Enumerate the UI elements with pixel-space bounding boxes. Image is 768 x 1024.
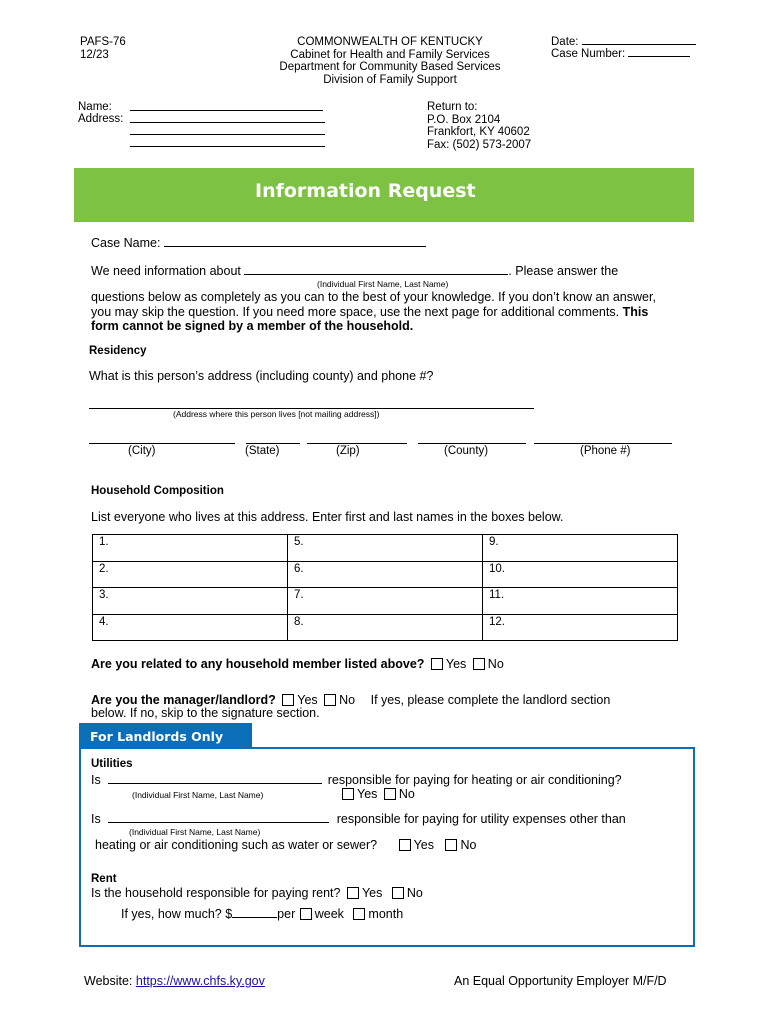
household-cell[interactable]: 4.	[93, 614, 288, 641]
rent-yes-label: Yes	[361, 886, 383, 900]
name-input[interactable]	[130, 99, 323, 111]
household-cell[interactable]: 12.	[483, 614, 678, 641]
other-utilities-yes-checkbox[interactable]	[399, 839, 411, 851]
zip-caption: (Zip)	[336, 445, 360, 457]
page-title: Information Request	[255, 180, 476, 202]
other-utilities-question: responsible for paying for utility expenses other than	[336, 812, 626, 826]
household-cell[interactable]: 7.	[288, 588, 483, 615]
table-row	[93, 535, 678, 562]
household-cell[interactable]: 3.	[93, 588, 288, 615]
month-label: month	[368, 907, 404, 921]
intro-text: questions below as completely as you can to the best of your knowledge. If you don’t know an answer, you may skip the question. If you need more space, use the next page for additional comments.	[91, 290, 656, 319]
heating-question-row	[91, 773, 622, 788]
household-cell[interactable]: 9.	[483, 535, 678, 562]
manager-yes-label: Yes	[297, 693, 318, 707]
other-utilities-row	[91, 812, 626, 827]
return-to-label: Return to:	[427, 101, 478, 113]
address-input-line-1[interactable]	[130, 111, 325, 123]
other-utilities-row-2	[95, 838, 476, 853]
form-id-block	[80, 36, 126, 61]
individual-name-caption: (Individual First Name, Last Name)	[317, 279, 449, 289]
address-label: Address:	[78, 113, 124, 125]
need-info-suffix: . Please answer the	[508, 264, 619, 278]
manager-note-1: If yes, please complete the landlord section	[370, 693, 611, 707]
household-cell[interactable]: 6.	[288, 561, 483, 588]
rent-question: Is the household responsible for paying rent?	[91, 886, 341, 900]
related-no-checkbox[interactable]	[473, 658, 485, 670]
manager-yes-checkbox[interactable]	[282, 694, 294, 706]
rent-yes-checkbox[interactable]	[347, 887, 359, 899]
landlord-tab: For Landlords Only	[79, 723, 252, 748]
case-number-label: Case Number:	[551, 48, 626, 60]
county-caption: (County)	[444, 445, 489, 457]
related-no-label: No	[487, 657, 504, 671]
manager-question: Are you the manager/landlord?	[91, 693, 276, 707]
zip-input[interactable]	[307, 432, 407, 444]
rent-no-label: No	[406, 886, 423, 900]
address-caption: (Address where this person lives [not mailing address])	[173, 409, 380, 419]
return-to-line: Fax: (502) 573-2007	[427, 138, 532, 151]
heating-yes-no	[339, 787, 415, 802]
residency-question: What is this person’s address (including county) and phone #?	[89, 369, 434, 383]
is-label: Is	[91, 773, 101, 787]
return-to-line: Frankfort, KY 40602	[427, 126, 530, 138]
form-date: 12/23	[80, 48, 109, 61]
intro-paragraph	[91, 290, 676, 334]
table-row	[93, 561, 678, 588]
household-table	[92, 534, 678, 641]
household-instruction: List everyone who lives at this address. Enter first and last names in the boxes below.	[91, 510, 564, 524]
return-to-line: P.O. Box 2104	[427, 113, 501, 126]
heating-name-caption: (Individual First Name, Last Name)	[132, 790, 264, 800]
manager-no-checkbox[interactable]	[324, 694, 336, 706]
rent-week-checkbox[interactable]	[300, 908, 312, 920]
form-id: PAFS-76	[80, 36, 126, 48]
table-row	[93, 588, 678, 615]
rent-month-checkbox[interactable]	[353, 908, 365, 920]
date-input[interactable]	[582, 44, 696, 45]
household-cell[interactable]: 11.	[483, 588, 678, 615]
address-input-line-2[interactable]	[130, 123, 325, 135]
heating-no-checkbox[interactable]	[384, 788, 396, 800]
per-label: per	[277, 907, 296, 921]
agency-line: Division of Family Support	[323, 73, 457, 86]
case-name-label: Case Name:	[91, 236, 161, 250]
is-label: Is	[91, 812, 101, 826]
intro-warning: This form cannot be signed by a member of the household.	[91, 304, 649, 333]
how-much-label: If yes, how much? $	[121, 907, 233, 921]
case-number-input[interactable]	[628, 56, 690, 57]
household-heading: Household Composition	[91, 485, 224, 497]
website-link[interactable]: https://www.chfs.ky.gov	[135, 974, 265, 988]
related-yes-label: Yes	[445, 657, 467, 671]
manager-note-2: below. If no, skip to the signature section.	[91, 706, 320, 720]
need-info-prefix: We need information about	[91, 264, 241, 278]
table-row	[93, 614, 678, 641]
heating-yes-label: Yes	[357, 787, 378, 801]
need-info-line	[91, 264, 618, 279]
date-label: Date:	[551, 36, 579, 48]
other-utilities-name-caption: (Individual First Name, Last Name)	[129, 827, 261, 837]
household-cell[interactable]: 10.	[483, 561, 678, 588]
rent-question-row	[91, 886, 423, 901]
heating-yes-checkbox[interactable]	[342, 788, 354, 800]
agency-line: Cabinet for Health and Family Services	[290, 48, 490, 61]
household-cell[interactable]: 1.	[93, 535, 288, 562]
phone-caption: (Phone #)	[580, 445, 631, 457]
rent-amount-row	[121, 907, 403, 922]
other-utilities-question-2: heating or air conditioning such as water or sewer?	[95, 838, 378, 852]
other-utilities-yes-label: Yes	[413, 838, 434, 852]
name-label: Name:	[78, 101, 112, 113]
related-yes-checkbox[interactable]	[431, 658, 443, 670]
address-where-lives-input[interactable]	[89, 397, 534, 409]
title-banner	[74, 168, 694, 222]
agency-line: COMMONWEALTH OF KENTUCKY	[297, 36, 483, 48]
heating-no-label: No	[398, 787, 415, 801]
related-question: Are you related to any household member listed above?	[91, 657, 425, 671]
household-cell[interactable]: 5.	[288, 535, 483, 562]
city-caption: (City)	[128, 445, 156, 457]
website-label: Website:	[84, 974, 133, 988]
case-name-input[interactable]	[164, 246, 426, 247]
other-utilities-name-input[interactable]	[108, 822, 329, 823]
state-caption: (State)	[245, 445, 280, 457]
heating-name-input[interactable]	[108, 783, 322, 784]
date-field	[551, 36, 696, 49]
residency-heading: Residency	[89, 345, 147, 357]
week-label: week	[314, 907, 344, 921]
case-name-field	[91, 236, 426, 251]
individual-name-input[interactable]	[244, 274, 508, 275]
household-cell[interactable]: 2.	[93, 561, 288, 588]
heating-question: responsible for paying for heating or air conditioning?	[327, 773, 622, 787]
return-to-block	[427, 101, 531, 151]
footer-website	[84, 974, 265, 989]
utilities-heading: Utilities	[91, 758, 133, 770]
rent-amount-input[interactable]	[232, 917, 277, 918]
state-input[interactable]	[246, 432, 300, 444]
case-number-field	[551, 48, 690, 61]
phone-input[interactable]	[534, 432, 672, 444]
household-cell[interactable]: 8.	[288, 614, 483, 641]
address-input-line-3[interactable]	[130, 135, 325, 147]
county-input[interactable]	[418, 432, 526, 444]
manager-no-label: No	[339, 693, 356, 707]
other-utilities-no-checkbox[interactable]	[445, 839, 457, 851]
rent-no-checkbox[interactable]	[392, 887, 404, 899]
related-question-row	[91, 657, 504, 672]
footer-eoe: An Equal Opportunity Employer M/F/D	[454, 974, 667, 988]
agency-block	[230, 36, 550, 86]
rent-heading: Rent	[91, 873, 117, 885]
agency-line: Department for Community Based Services	[279, 61, 501, 73]
city-input[interactable]	[89, 432, 235, 444]
other-utilities-no-label: No	[460, 838, 477, 852]
